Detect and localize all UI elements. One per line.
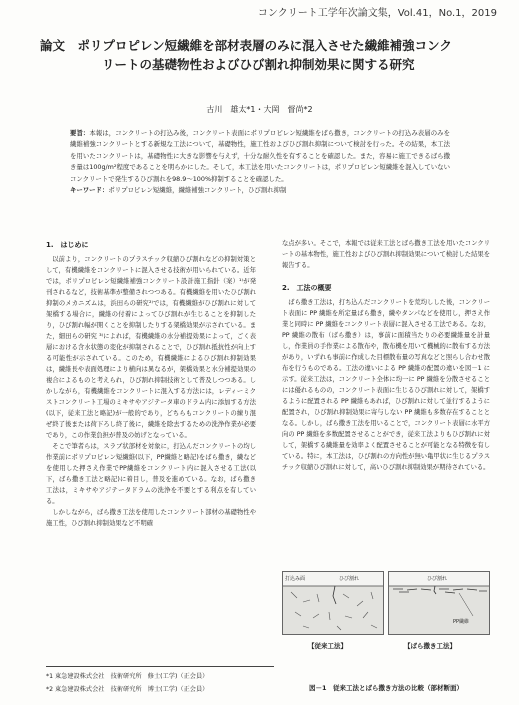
paper-title — [40, 36, 490, 74]
footnotes — [46, 666, 274, 696]
label-crack-conventional: ひび割れ — [339, 576, 360, 582]
section-1-paragraph-1: 以前より，コンクリートのプラスチック収縮ひび割れなどの抑制対策として，有機繊維をコンクリートに混入させる技術が用いられている。近年では，ポリプロピレン短繊維補強コンクリート設計施工指針（案）¹⁾が発刊されるなど，技術基準が整備されつつある。有機繊維を用いたひび割れ抑制のメカニズムは，浜田らの研究²⁾では，有機繊維がひび割れに対して架橋する場合に，繊維の付着によってひび割れが生じることを抑制したり，ひび割れ幅が開くことを抑制したりする架橋効果が示されている。また，細田らの研究 ³⁾によれば，有機繊維の水分補提効果によって，ごく表層における含水状態の変化が抑制されることで，ひび割れ抵抗性が向上する可能性が示されている。このため，有機繊維によるひび割れ抑制効果は，繊維長や表面処理により横向は異なるが，架橋効果と水分補提効果の複合によるものと考えられ，ひび割れ抑制技術として普及しつつある。しかしながら，有機繊維をコンクリートに混入する方法には，レディーミクストコンクリート工場のミキサやアジテータ車のドラム内に添加する方法(以下，従来工法と略記)が一般的であり，どちらもコンクリートの練り混ぜ終了後または荷下ろし終了後に，繊維を除去するための洗浄作業が必要であり，この作業負担が普及の妨げとなっている。 — [46, 256, 256, 439]
section-1-paragraph-3: しかしながら，ばら撒き工法を使用したコンクリート部材の基礎物性や施工性，ひび割れ抑制効果など不明確 — [46, 509, 256, 527]
authors: 古川 雄太*1・大岡 督尚*2 — [206, 105, 313, 114]
label-pp-fiber: PP繊維 — [453, 619, 470, 625]
footnote-1: *1 東急建設株式会社 技術研究所 修士(工学)（正会員） — [46, 673, 209, 680]
section-1-heading: 1. はじめに — [46, 241, 89, 249]
label-placing-surface: 打込み面 — [285, 576, 306, 582]
abstract — [70, 128, 450, 196]
paper-type-label: 論文 — [40, 38, 66, 53]
section-1-paragraph-2: そこで筆者らは，スラブ状部材を対象に，打込んだコンクリートの均し作業前にポリプロピレン短繊維(以下，PP繊維と略記)をばら撒き，繊などを使用した押さえ作業でPP繊維をコンクリート内に混入させる工法(以下，ばら撒き工法と略記)に着目し，普及を進めている。なお，ばら撒き工法は，ミキサやアジテータドラムの洗浄を不要とする利点を有している。 — [46, 443, 256, 505]
keywords — [70, 185, 450, 196]
figure-sub-spreading: 【ばら撒き工法】 — [404, 642, 456, 650]
title-line-1: ポリプロピレン短繊維を部材表層のみに混入させた繊維補強コンク — [77, 38, 452, 53]
right-column — [282, 238, 490, 473]
figure-panel-conventional — [282, 571, 384, 635]
keywords-text: ポリプロピレン短繊維，繊維補強コンクリート，ひび割れ抑制 — [108, 186, 287, 195]
abstract-text: 本報は，コンクリートの打込み後，コンクリート表面にポリプロピレン短繊維をばら撒き，コンクリートの打込み表層のみを繊維補強コンクリートとする新規な工法について，基礎物性，施工性およびひび割れ抑制について検討を行った。その結果，本工法を用いたコンクリートは，基礎物性に大きな影響を与えず，十分な耐久性を有することを確認した。また，容易に施工できるばら撒き量は100g/m²程度であることを明らかにした。そして，本工法を用いたコンクリートは，ポリプロピレン短繊維を混入していないコンクリートで発生するひび割れを98.9〜100%抑制することを確認した。 — [70, 129, 451, 183]
footnote-2: *2 東急建設株式会社 技術研究所 博士(工学)（正会員） — [46, 686, 209, 693]
figure-1 — [282, 571, 490, 661]
section-1-continuation: な点が多い。そこで，本報では従来工法とばら撒き工法を用いたコンクリートの基本物性，施工性およびひび割れ抑制効果について検討した結果を報告する。 — [282, 240, 490, 269]
section-2-heading: 2. 工法の概要 — [282, 284, 332, 292]
figure-panel-spreading — [388, 571, 490, 635]
journal-header: コンクリート工学年次論文集，Vol.41，No.1，2019 — [257, 8, 497, 19]
label-crack-spreading: ひび割れ — [427, 576, 448, 582]
title-line-2: リートの基礎物性およびひび割れ抑制効果に関する研究 — [102, 57, 415, 72]
figure-sub-conventional: 【従来工法】 — [308, 642, 347, 650]
left-column — [46, 238, 256, 658]
keywords-label: キーワード： — [70, 186, 109, 195]
figure-1-caption: 図－1 従来工法とばら撒き方法の比較（部材断面） — [308, 684, 464, 692]
section-2-paragraph-1: ばら撒き工法は，打ち込んだコンクリートを荒均しした後，コンクリート表面に PP 繊維を所定量ばら撒き，繊やタンパなどを使用し，押さえ作業と同時に PP 繊維をコンクリート表層に混入させる工法である。なお，PP 繊維の散布（ばら撒き）は，事前に面積当たりの必要繊維量を計量し，作業員の手作業による散布や，散布機を用いて機械的に散布する方法があり，いずれも事前に作成した目標散布量の写真などと照らし合わせ散布を行うものである。工法の違いによる PP 繊維の配置の違いを図－1 に示す。従来工法は，コンクリート全体に均一に PP 繊維を分散させることには優れるものの，コンクリート表面に生じるひび割れに対して，架橋するように配置される PP 繊維もあれば，ひび割れに対して並行するように配置され，ひび割れ抑制効果に寄与しない PP 繊維も多数存在することとなる。しかし，ばら撒き工法を用いることで，コンクリート表層に水平方向の PP 繊維を多数配置させることができ，従来工法よりもひび割れに対して，架橋する繊維量を効率よく配置させることが可能となる特徴を有している。特に，本工法は，ひび割れの方向性が無い亀甲状に生じるプラスチック収縮ひび割れに対して，高いひび割れ抑制効果が期待されている。 — [282, 299, 490, 471]
abstract-label: 要旨： — [70, 129, 90, 137]
